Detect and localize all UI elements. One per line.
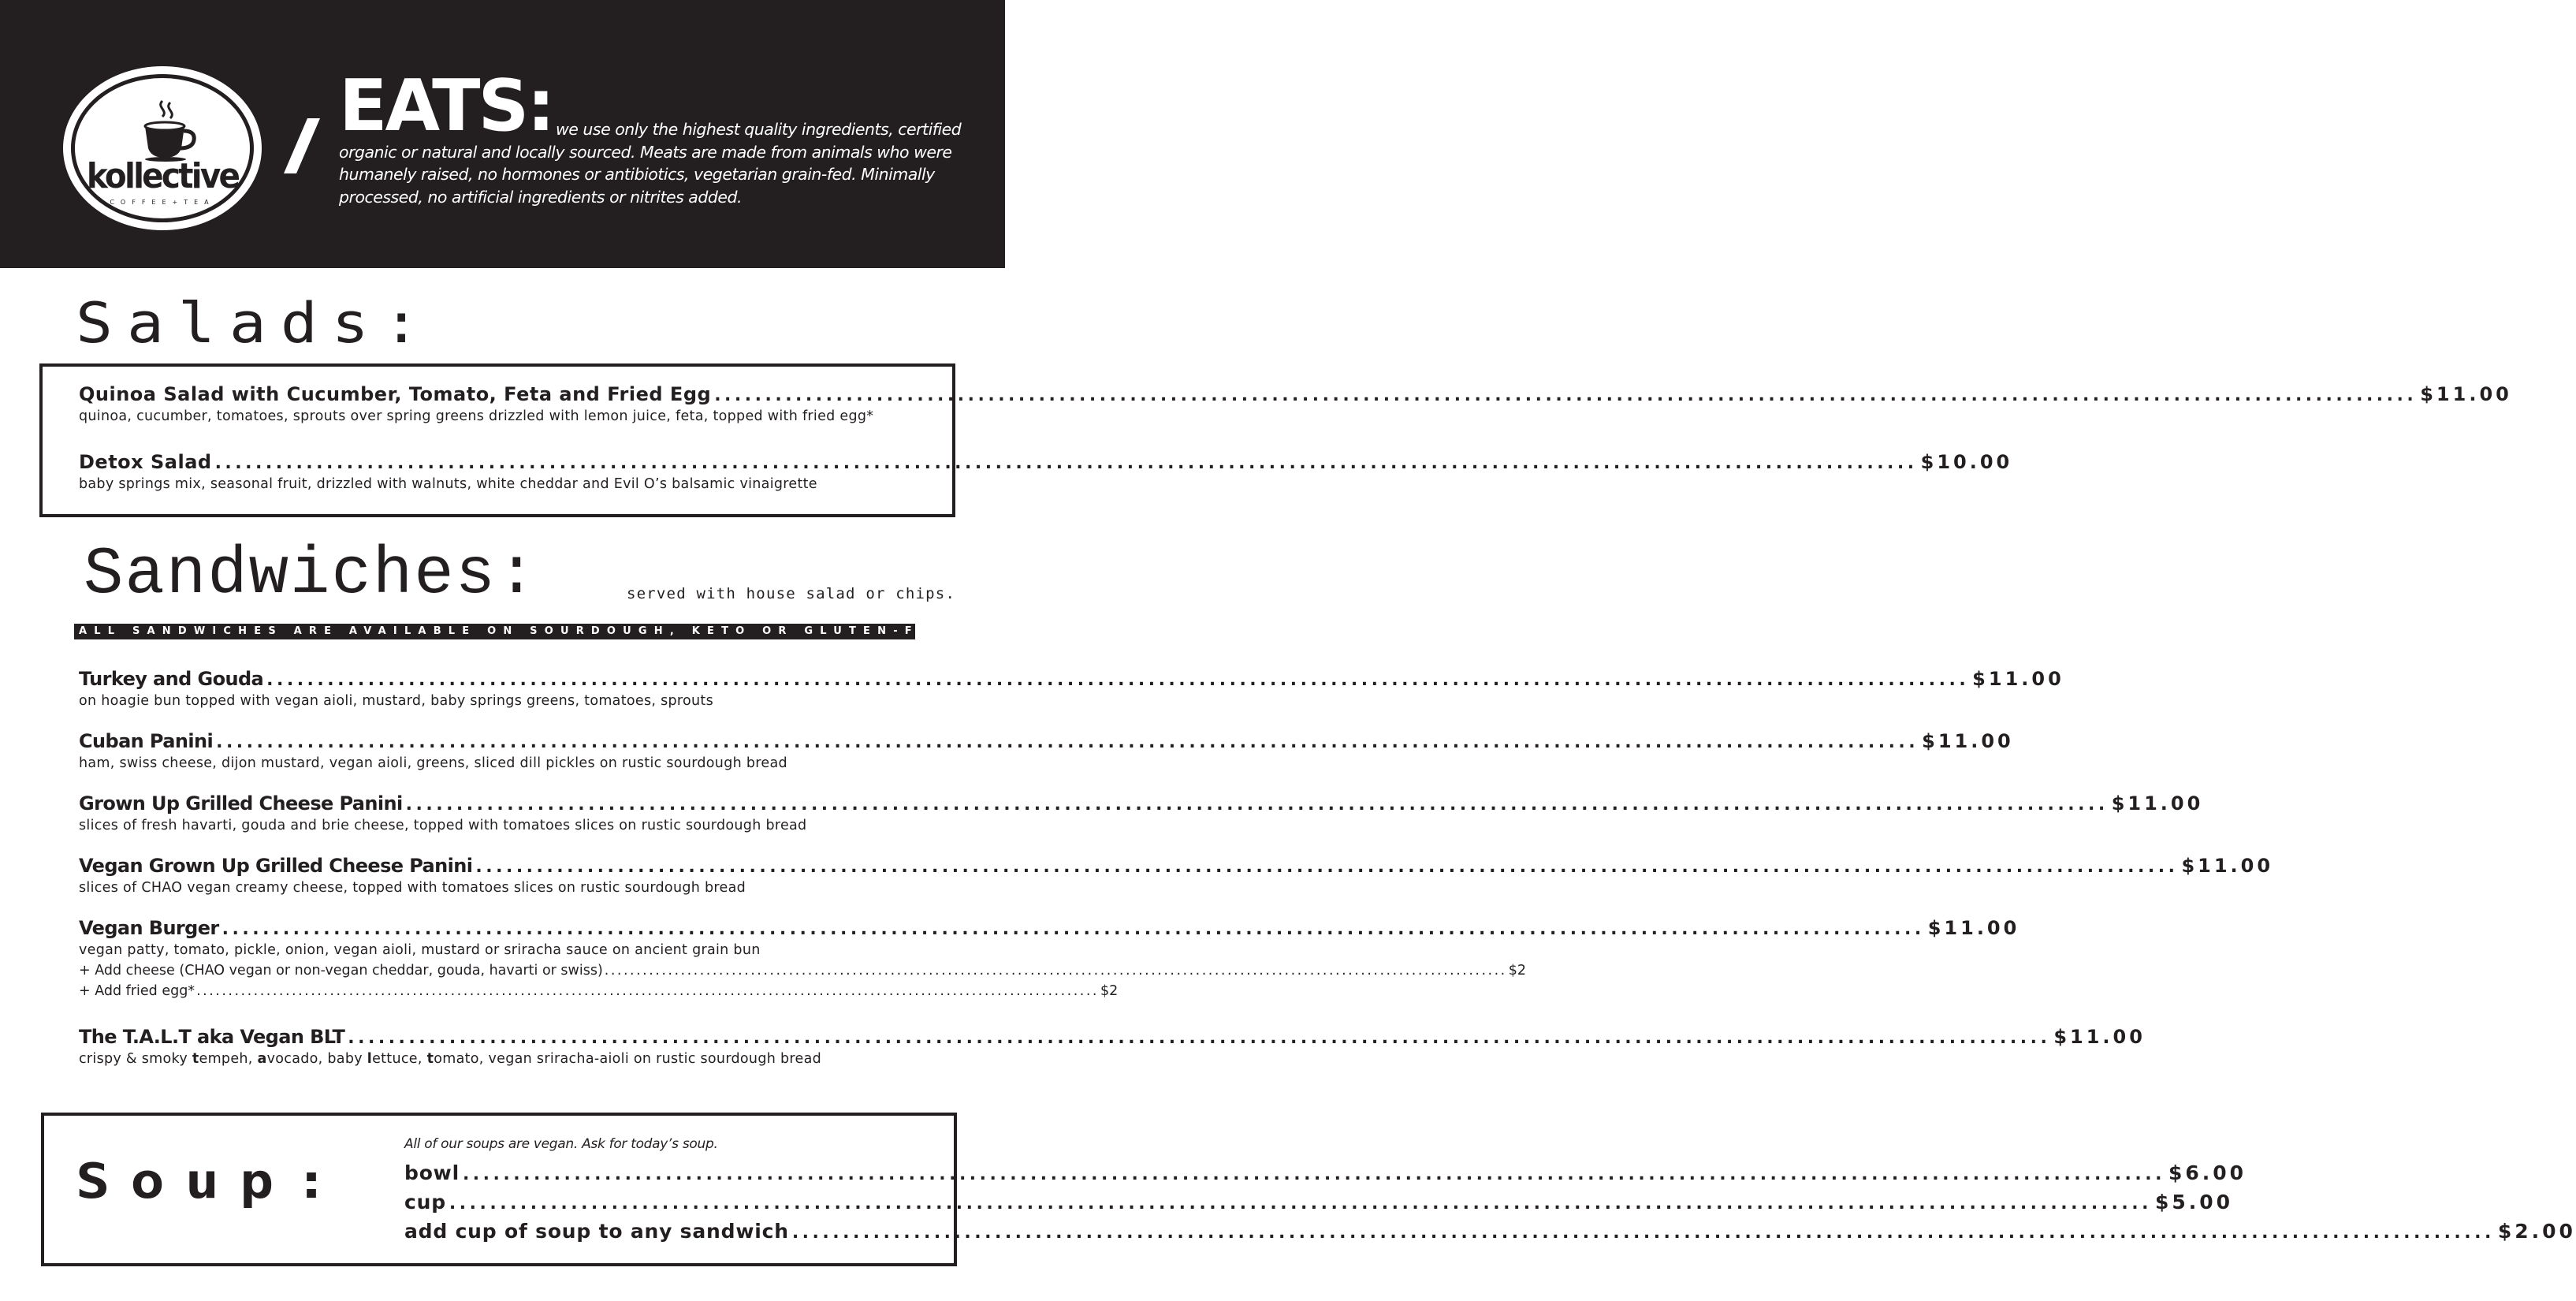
addon-row [79,963,1526,979]
item-name: Vegan Burger [79,917,219,939]
dot-leader [196,983,1099,999]
item-description: ham, swiss cheese, dijon mustard, vegan aioli, greens, sliced dill pickles on rustic sourdough bread [79,755,787,771]
addon-row [79,983,1119,999]
dot-leader [266,670,1969,690]
addon-label: + Add cheese (CHAO vegan or non-vegan cheddar, gouda, havarti or swiss) [79,963,603,979]
item-name: Vegan Grown Up Grilled Cheese Panini [79,855,473,877]
item-price: $11.00 [1922,730,2014,752]
item-name: cup [404,1191,446,1213]
item-description: slices of fresh havarti, gouda and brie cheese, topped with tomatoes slices on rustic sourdough bread [79,818,807,833]
item-price: $10.00 [1920,451,2013,473]
header-banner [0,0,1005,268]
sandwiches-note: served with house salad or chips. [627,585,956,602]
menu-item [79,1026,2146,1067]
menu-item [79,668,2064,709]
item-description: vegan patty, tomato, pickle, onion, vegan aioli, mustard or sriracha sauce on ancient grain bun [79,942,761,958]
addon-price: $2 [1100,983,1119,999]
item-price: $6.00 [2168,1161,2247,1184]
logo-subtitle: COFFEE+TEA [110,199,215,206]
dot-leader [475,857,2178,877]
dot-leader [215,453,1918,473]
coffee-cup-icon [139,99,199,162]
dot-leader [216,733,1919,752]
item-name: Quinoa Salad with Cucumber, Tomato, Feta and Fried Egg [79,383,712,405]
item-name: bowl [404,1161,460,1184]
item-name: Turkey and Gouda [79,668,264,690]
soup-note: All of our soups are vegan. Ask for today’s soup. [404,1136,718,1152]
soup-item [404,1220,2576,1243]
item-name: The T.A.L.T aka Vegan BLT [79,1026,345,1048]
dot-leader [348,1028,2050,1048]
item-description [79,1051,936,1067]
desc-emphasis: l [367,1051,373,1067]
kollective-logo [63,66,262,230]
desc-text: crispy & smoky [79,1051,192,1067]
item-price: $5.00 [2154,1191,2234,1213]
dot-leader [714,386,2417,405]
menu-item [79,855,2274,896]
menu-item [79,792,2204,833]
desc-text: ettuce, [372,1051,427,1067]
menu-item [79,383,2512,424]
dot-leader [222,919,1925,939]
dot-leader [463,1165,2165,1184]
desc-emphasis: a [257,1051,267,1067]
bread-options-bar: ALL SANDWICHES ARE AVAILABLE ON SOURDOUGH, KETO OR GLUTEN-FREE BREAD. [74,624,915,639]
item-name: Grown Up Grilled Cheese Panini [79,792,403,815]
item-description: slices of CHAO vegan creamy cheese, topped with tomatoes slices on rustic sourdough bread [79,880,746,896]
item-price: $11.00 [1972,668,2064,690]
item-price: $11.00 [2181,855,2274,877]
item-description: baby springs mix, seasonal fruit, drizzled with walnuts, white cheddar and Evil O’s balsamic vinaigrette [79,476,817,492]
desc-emphasis: t [192,1051,199,1067]
item-description: quinoa, cucumber, tomatoes, sprouts over spring greens drizzled with lemon juice, feta, topped with fried egg* [79,408,874,424]
desc-text: vocado, baby [266,1051,367,1067]
desc-emphasis: t [426,1051,434,1067]
item-name: add cup of soup to any sandwich [404,1220,789,1243]
addon-price: $2 [1508,963,1526,979]
item-price: $11.00 [2053,1026,2146,1048]
item-description: on hoagie bun topped with vegan aioli, mustard, baby springs greens, tomatoes, sprouts [79,693,714,709]
soup-item [404,1161,2247,1184]
item-name: Detox Salad [79,451,212,473]
desc-text: empeh, [199,1051,258,1067]
logo-wordmark: kollective [86,156,239,196]
soup-title: Soup: [76,1153,349,1210]
soup-item [404,1191,2234,1213]
sandwiches-title: Sandwiches: [84,538,538,613]
item-name: Cuban Panini [79,730,214,752]
menu-item [79,730,2014,771]
dot-leader [449,1194,2152,1213]
salads-title: Salads: [76,292,434,356]
dot-leader [605,963,1507,979]
eats-intro: we use only the highest quality ingredients, certified organic or natural and locally sourced. Meats are made from animals who were humanely raised, no hormones or antibiotics, vegetarian grain-fed. Minimally processed, no artificial ingredients or nitrites added. [339,120,962,207]
item-price: $11.00 [1927,917,2020,939]
addon-label: + Add fried egg* [79,983,195,999]
menu-item [79,917,2020,999]
eats-title: EATS: [339,65,553,147]
item-price: $11.00 [2111,792,2204,815]
slash-divider-icon [284,118,320,173]
item-price: $2.00 [2497,1220,2576,1243]
desc-text: omato, vegan sriracha-aioli on rustic sourdough bread [434,1051,822,1067]
menu-item [79,451,2013,492]
item-price: $11.00 [2420,383,2512,405]
dot-leader [406,795,2109,815]
dot-leader [792,1223,2495,1243]
